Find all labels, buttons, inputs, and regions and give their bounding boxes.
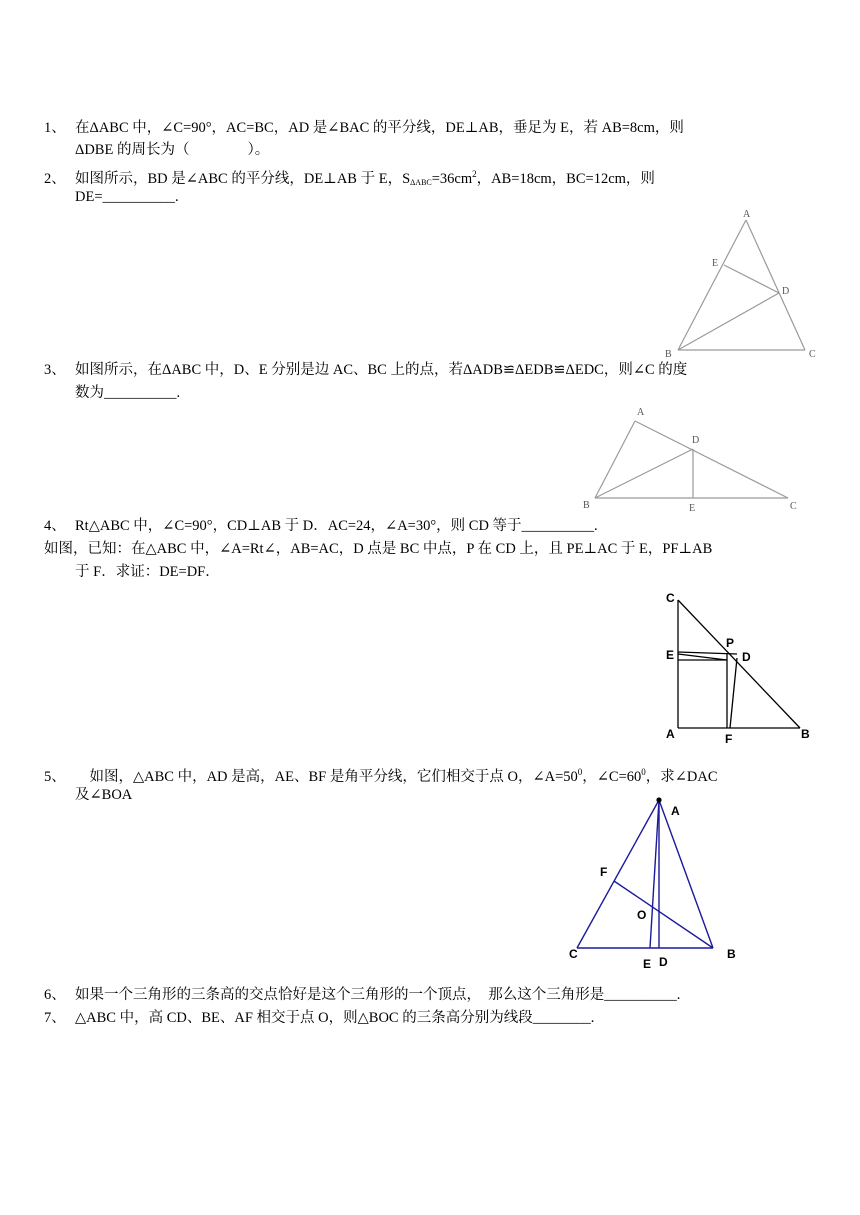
- question-7-text: △ABC 中，高 CD、BE、AF 相交于点 O，则△BOC 的三条高分别为线段________.: [75, 1010, 595, 1026]
- fig4-side-ac: [577, 800, 659, 948]
- fig2-label-d: D: [692, 435, 700, 446]
- fig4-label-e: E: [643, 957, 652, 971]
- question-7-line-1: [44, 1008, 834, 1029]
- figure-triangle-bd-bisector: [660, 205, 830, 360]
- fig4-label-d: D: [659, 955, 668, 969]
- fig3-segment-df: [730, 658, 737, 728]
- question-1-line-1: [44, 118, 834, 139]
- fig3-label-a: A: [666, 727, 675, 741]
- fig4-label-a: A: [671, 804, 680, 818]
- fig1-label-a: A: [743, 209, 751, 220]
- question-1-number: 1、: [44, 120, 66, 136]
- fig3-side-cb: [678, 600, 800, 728]
- question-5-number: 5、: [44, 769, 66, 785]
- question-1-line-2: ΔDBE 的周长为（ ）。: [75, 142, 270, 158]
- figure-triangle-altitude-bisectors: [565, 790, 745, 970]
- question-2-superscript: 2: [472, 169, 477, 179]
- fig1-side-ac: [746, 220, 805, 350]
- question-1-text: 在ΔABC 中，∠C=90°，AC=BC，AD 是∠BAC 的平分线，DE⊥AB，垂足为 E，若 AB=8cm，则: [75, 120, 684, 136]
- fig2-side-ab: [595, 421, 635, 498]
- question-5-sup-2: 0: [641, 767, 646, 777]
- fig4-label-f: F: [600, 865, 608, 879]
- fig3-label-p: P: [726, 636, 735, 650]
- figure-right-isosceles-triangle: [660, 588, 825, 748]
- fig2-label-e: E: [689, 503, 696, 514]
- question-2-text-a: 如图所示，BD 是∠ABC 的平分线，DE⊥AB 于 E，S: [75, 171, 411, 187]
- question-5-sup-1: 0: [577, 767, 583, 777]
- question-3-line-2: 数为__________.: [75, 385, 181, 401]
- question-3-text: 如图所示，在ΔABC 中，D、E 分别是边 AC、BC 上的点，若ΔADB≌ΔEDB≌ΔEDC，则∠C 的度: [75, 362, 688, 378]
- fig4-label-o: O: [637, 908, 647, 922]
- question-6-number: 6、: [44, 987, 66, 1003]
- fig1-label-b: B: [665, 349, 672, 360]
- fig1-label-c: C: [809, 349, 816, 360]
- fig3-segment-ed: [678, 654, 727, 660]
- fig3-label-c: C: [666, 591, 675, 605]
- fig3-label-d: D: [742, 650, 751, 664]
- question-5-line-2: 及∠BOA: [75, 787, 133, 803]
- fig4-side-ab: [659, 800, 713, 948]
- question-3-line-1: [44, 360, 834, 381]
- fig1-label-d: D: [782, 286, 790, 297]
- fig2-label-c: C: [790, 501, 797, 512]
- fig4-vertex-a-dot: [656, 797, 661, 802]
- proof-problem-line-2: 于 F．求证：DE=DF．: [75, 564, 220, 580]
- question-4-line-1: [44, 516, 834, 537]
- question-4-number: 4、: [44, 518, 66, 534]
- question-2-line-2: DE=__________.: [75, 189, 179, 205]
- question-2-subscript: ΔABC: [410, 178, 432, 187]
- question-4-text: Rt△ABC 中，∠C=90°，CD⊥AB 于 D．AC=24，∠A=30°，则 CD 等于__________.: [75, 518, 598, 534]
- fig4-bisector-ae: [650, 800, 659, 948]
- fig4-bisector-bf: [614, 881, 713, 948]
- fig3-label-b: B: [801, 727, 810, 741]
- fig2-label-a: A: [637, 407, 645, 418]
- question-2-text-b: =36cm: [431, 171, 473, 187]
- question-2-number: 2、: [44, 171, 66, 187]
- fig2-segment-bd: [595, 449, 693, 498]
- question-2-text-c: ，AB=18cm，BC=12cm，则: [476, 171, 655, 187]
- fig3-label-f: F: [725, 732, 733, 746]
- fig4-label-b: B: [727, 947, 736, 961]
- fig3-label-e: E: [666, 648, 675, 662]
- fig1-perpendicular-de: [724, 265, 779, 293]
- question-3-number: 3、: [44, 362, 66, 378]
- fig2-side-ac: [635, 421, 788, 498]
- question-6-line-1: [44, 985, 834, 1006]
- question-5-text-c: ，求∠DAC: [645, 769, 718, 785]
- fig4-label-c: C: [569, 947, 578, 961]
- question-5-text-a: 如图，△ABC 中，AD 是高，AE、BF 是角平分线，它们相交于点 O，∠A=50: [75, 769, 578, 785]
- fig1-label-e: E: [712, 258, 719, 269]
- question-7-number: 7、: [44, 1010, 66, 1026]
- question-5-text-b: ，∠C=60: [582, 769, 642, 785]
- fig2-label-b: B: [583, 500, 590, 511]
- figure-triangle-congruent: [580, 405, 805, 513]
- question-6-text: 如果一个三角形的三条高的交点恰好是这个三角形的一个顶点， 那么这个三角形是__________.: [75, 987, 681, 1003]
- proof-problem-line-1: 如图，已知：在△ABC 中，∠A=Rt∠，AB=AC，D 点是 BC 中点，P 在 CD 上，且 PE⊥AC 于 E，PF⊥AB: [44, 541, 713, 557]
